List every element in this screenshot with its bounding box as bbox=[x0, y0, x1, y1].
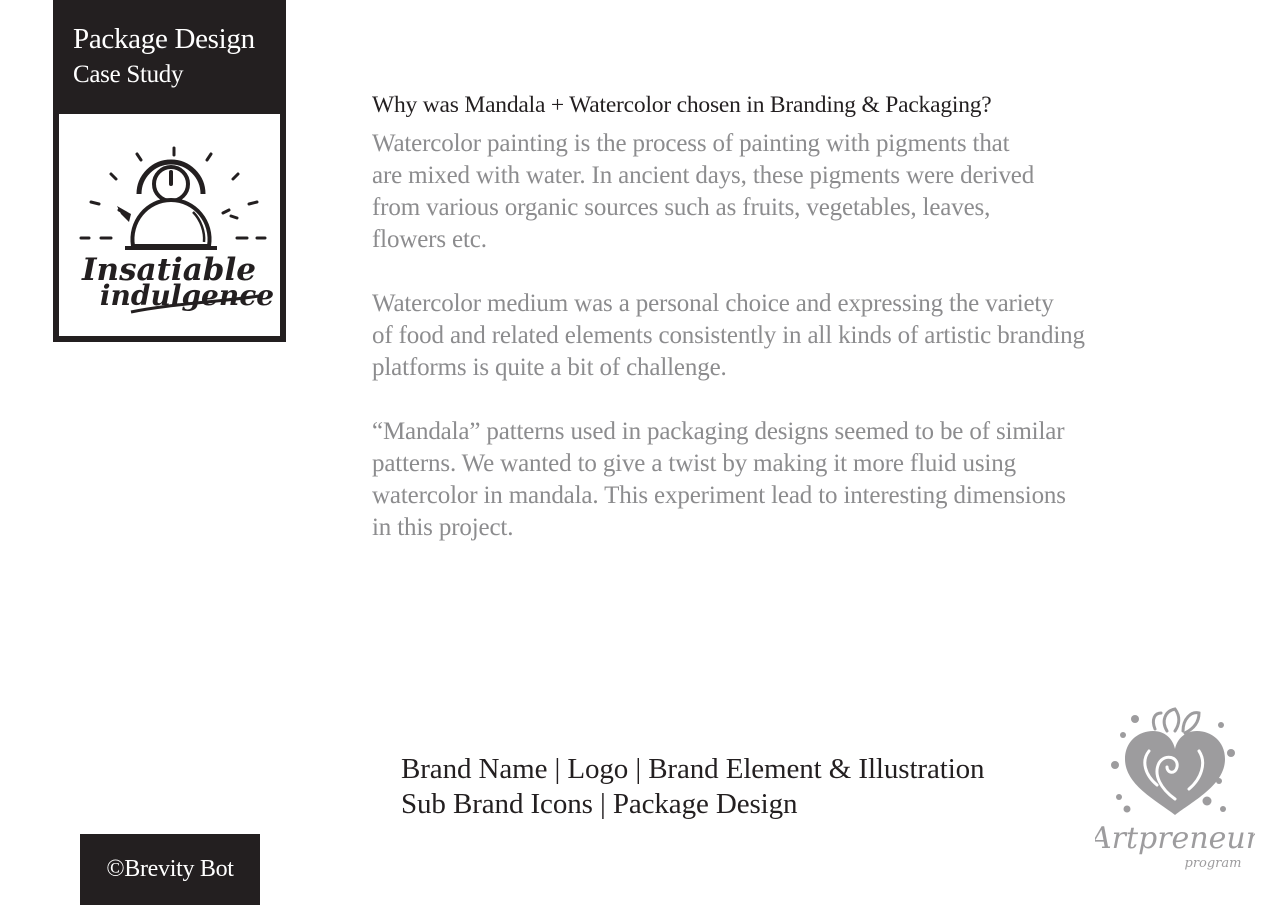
paragraph-line: watercolor in mandala. This experiment lead to interesting dimensions bbox=[372, 482, 1066, 509]
paragraph-line: patterns. We wanted to give a twist by making it more fluid using bbox=[372, 450, 1016, 477]
deliverables-line: Sub Brand Icons | Package Design bbox=[401, 788, 798, 820]
paragraph-medium-choice bbox=[372, 288, 1212, 384]
article-question: Why was Mandala + Watercolor chosen in Branding & Packaging? bbox=[372, 92, 992, 118]
kettle-icon bbox=[59, 114, 280, 336]
paragraph-line: platforms is quite a bit of challenge. bbox=[372, 354, 727, 381]
case-study-badge bbox=[53, 0, 286, 342]
brand-logo bbox=[59, 114, 280, 336]
paragraph-line: Watercolor painting is the process of painting with pigments that bbox=[372, 130, 1010, 157]
deliverables-line: Brand Name | Logo | Brand Element & Illustration bbox=[401, 753, 985, 785]
paragraph-mandala bbox=[372, 416, 1212, 544]
paragraph-watercolor-definition bbox=[372, 128, 1212, 256]
program-logo-line2: program bbox=[1184, 856, 1242, 871]
deliverables bbox=[401, 752, 984, 822]
page-title: Package Design bbox=[73, 23, 255, 55]
paragraph-line: of food and related elements consistently in all kinds of artistic branding bbox=[372, 322, 1085, 349]
program-logo bbox=[1095, 705, 1255, 875]
paragraph-line: Watercolor medium was a personal choice and expressing the variety bbox=[372, 290, 1054, 317]
paragraph-line: are mixed with water. In ancient days, these pigments were derived bbox=[372, 162, 1035, 189]
article bbox=[372, 88, 1212, 544]
paragraph-line: “Mandala” patterns used in packaging designs seemed to be of similar bbox=[372, 418, 1065, 445]
page-subtitle: Case Study bbox=[73, 61, 184, 88]
paragraph-line: flowers etc. bbox=[372, 226, 487, 253]
brand-logo-line2: indulgence bbox=[99, 279, 275, 312]
credit-badge bbox=[80, 834, 260, 905]
heart-icon bbox=[1095, 705, 1255, 875]
brand-logo-line1: Insatiable bbox=[82, 252, 256, 288]
program-logo-line1: Artpreneur bbox=[1095, 821, 1255, 856]
paragraph-line: in this project. bbox=[372, 514, 514, 541]
paragraph-line: from various organic sources such as fruits, vegetables, leaves, bbox=[372, 194, 991, 221]
credit-text: ©Brevity Bot bbox=[106, 856, 234, 882]
